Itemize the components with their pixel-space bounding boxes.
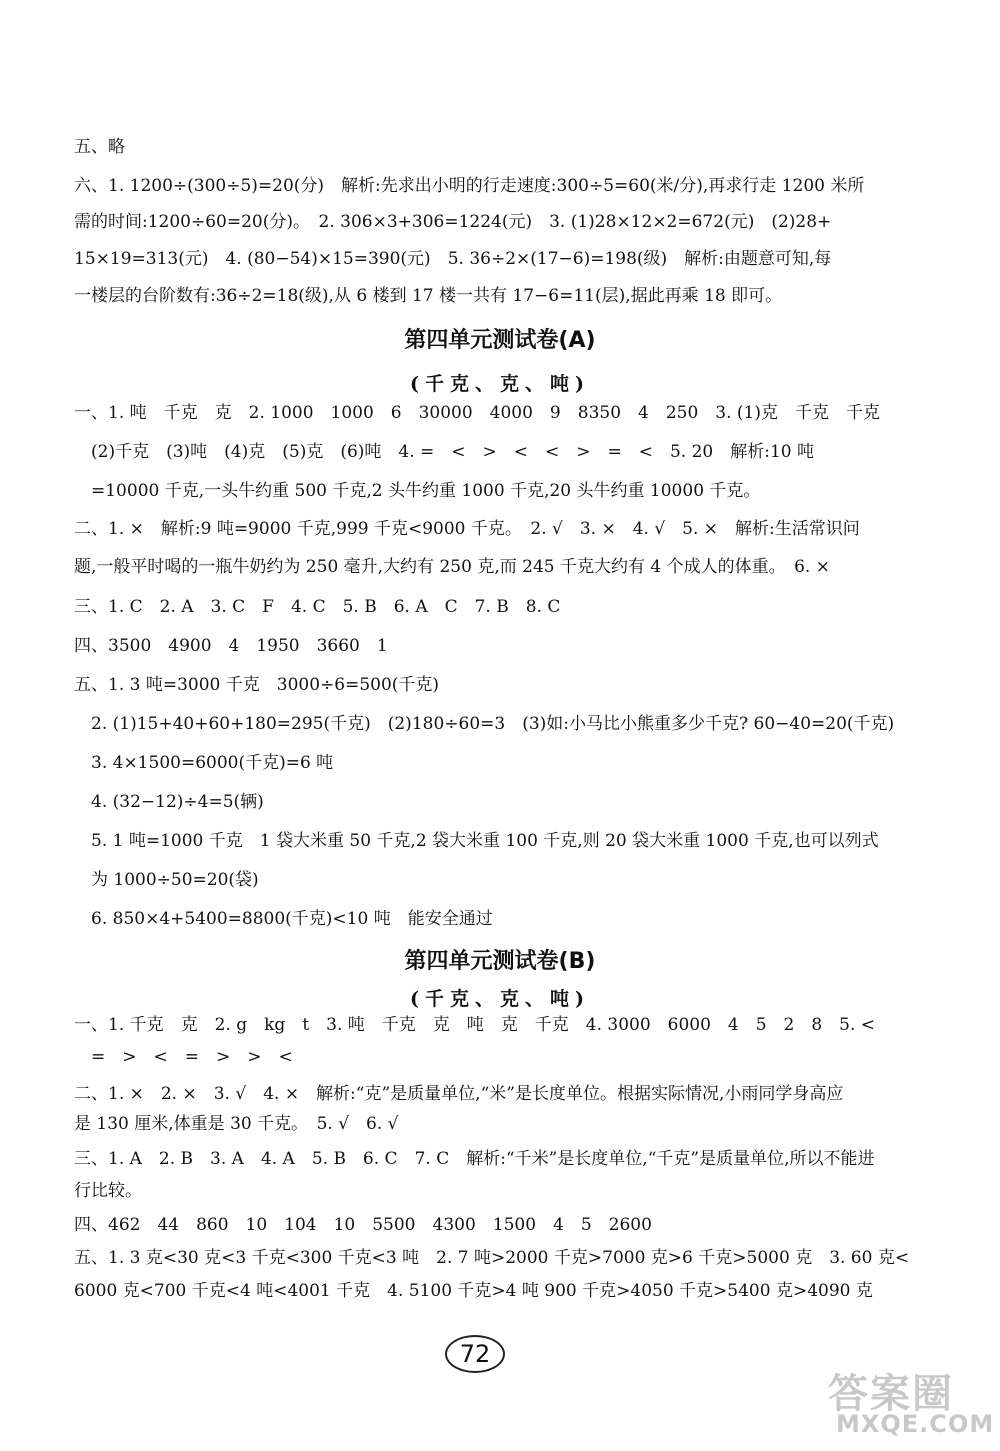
section-a-title: 第四单元测试卷(A): [404, 328, 596, 353]
answer-line: 2. (1)15+40+60+180=295(千克) (2)180÷60=3 (3)如:小马比小熊重多少千克? 60−40=20(千克): [74, 714, 895, 734]
watermark-title: 答案圈: [828, 1371, 954, 1417]
answer-line: 一楼层的台阶数有:36÷2=18(级),从 6 楼到 17 楼一共有 17−6=11(层),据此再乘 18 即可。: [74, 286, 783, 306]
answer-line: 6000 克<700 千克<4 吨<4001 千克 4. 5100 千克>4 吨 900 千克>4050 千克>5400 克>4090 克: [74, 1281, 873, 1301]
page-number: 72: [445, 1335, 505, 1373]
answer-line: 六、1. 1200÷(300÷5)=20(分) 解析:先求出小明的行走速度:300÷5=60(米/分),再求行走 1200 米所: [74, 176, 865, 196]
answer-line: 五、略: [74, 137, 125, 157]
answer-line: (2)千克 (3)吨 (4)克 (5)克 (6)吨 4. = < > < < > = < 5. 20 解析:10 吨: [74, 442, 814, 462]
answer-line: 3. 4×1500=6000(千克)=6 吨: [74, 753, 334, 773]
section-a-subtitle: (千克、克、吨): [410, 373, 590, 395]
answer-line: = > < = > > <: [74, 1047, 293, 1067]
answer-line: 三、1. C 2. A 3. C F 4. C 5. B 6. A C 7. B 8. C: [74, 597, 561, 617]
watermark-url: MXQE.COM: [836, 1410, 995, 1438]
answer-line: 是 130 厘米,体重是 30 千克。 5. √ 6. √: [74, 1114, 399, 1134]
section-b-title: 第四单元测试卷(B): [404, 949, 596, 974]
answer-line: 五、1. 3 克<30 克<3 千克<300 千克<3 吨 2. 7 吨>2000 千克>7000 克>6 千克>5000 克 3. 60 克<: [74, 1248, 910, 1268]
answer-line: 需的时间:1200÷60=20(分)。 2. 306×3+306=1224(元) 3. (1)28×12×2=672(元) (2)28+: [74, 212, 832, 232]
answer-line: 二、1. × 解析:9 吨=9000 千克,999 千克<9000 千克。 2. √ 3. × 4. √ 5. × 解析:生活常识问: [74, 519, 860, 539]
answer-line: 5. 1 吨=1000 千克 1 袋大米重 50 千克,2 袋大米重 100 千克,则 20 袋大米重 1000 千克,也可以列式: [74, 831, 879, 851]
answer-line: 行比较。: [74, 1181, 142, 1201]
answer-line: =10000 千克,一头牛约重 500 千克,2 头牛约重 1000 千克,20 头牛约重 10000 千克。: [74, 481, 761, 501]
answer-line: 题,一般平时喝的一瓶牛奶约为 250 毫升,大约有 250 克,而 245 千克大约有 4 个成人的体重。 6. ×: [74, 557, 830, 577]
answer-line: 四、462 44 860 10 104 10 5500 4300 1500 4 5 2600: [74, 1215, 652, 1235]
answer-line: 二、1. × 2. × 3. √ 4. × 解析:“克”是质量单位,“米”是长度单位。根据实际情况,小雨同学身高应: [74, 1084, 844, 1104]
answer-line: 一、1. 吨 千克 克 2. 1000 1000 6 30000 4000 9 8350 4 250 3. (1)克 千克 千克: [74, 403, 880, 423]
answer-line: 15×19=313(元) 4. (80−54)×15=390(元) 5. 36÷2×(17−6)=198(级) 解析:由题意可知,每: [74, 249, 832, 269]
watermark-logo: [828, 1362, 995, 1442]
answer-line: 一、1. 千克 克 2. g kg t 3. 吨 千克 克 吨 克 千克 4. 3000 6000 4 5 2 8 5. <: [74, 1015, 876, 1035]
answer-line: 6. 850×4+5400=8800(千克)<10 吨 能安全通过: [74, 909, 493, 929]
answer-line: 四、3500 4900 4 1950 3660 1: [74, 636, 388, 656]
section-b-subtitle: (千克、克、吨): [410, 988, 590, 1010]
answer-line: 三、1. A 2. B 3. A 4. A 5. B 6. C 7. C 解析:“千米”是长度单位,“千克”是质量单位,所以不能进: [74, 1149, 875, 1169]
answer-line: 五、1. 3 吨=3000 千克 3000÷6=500(千克): [74, 675, 440, 695]
answer-line: 为 1000÷50=20(袋): [74, 870, 259, 890]
answer-line: 4. (32−12)÷4=5(辆): [74, 792, 264, 812]
